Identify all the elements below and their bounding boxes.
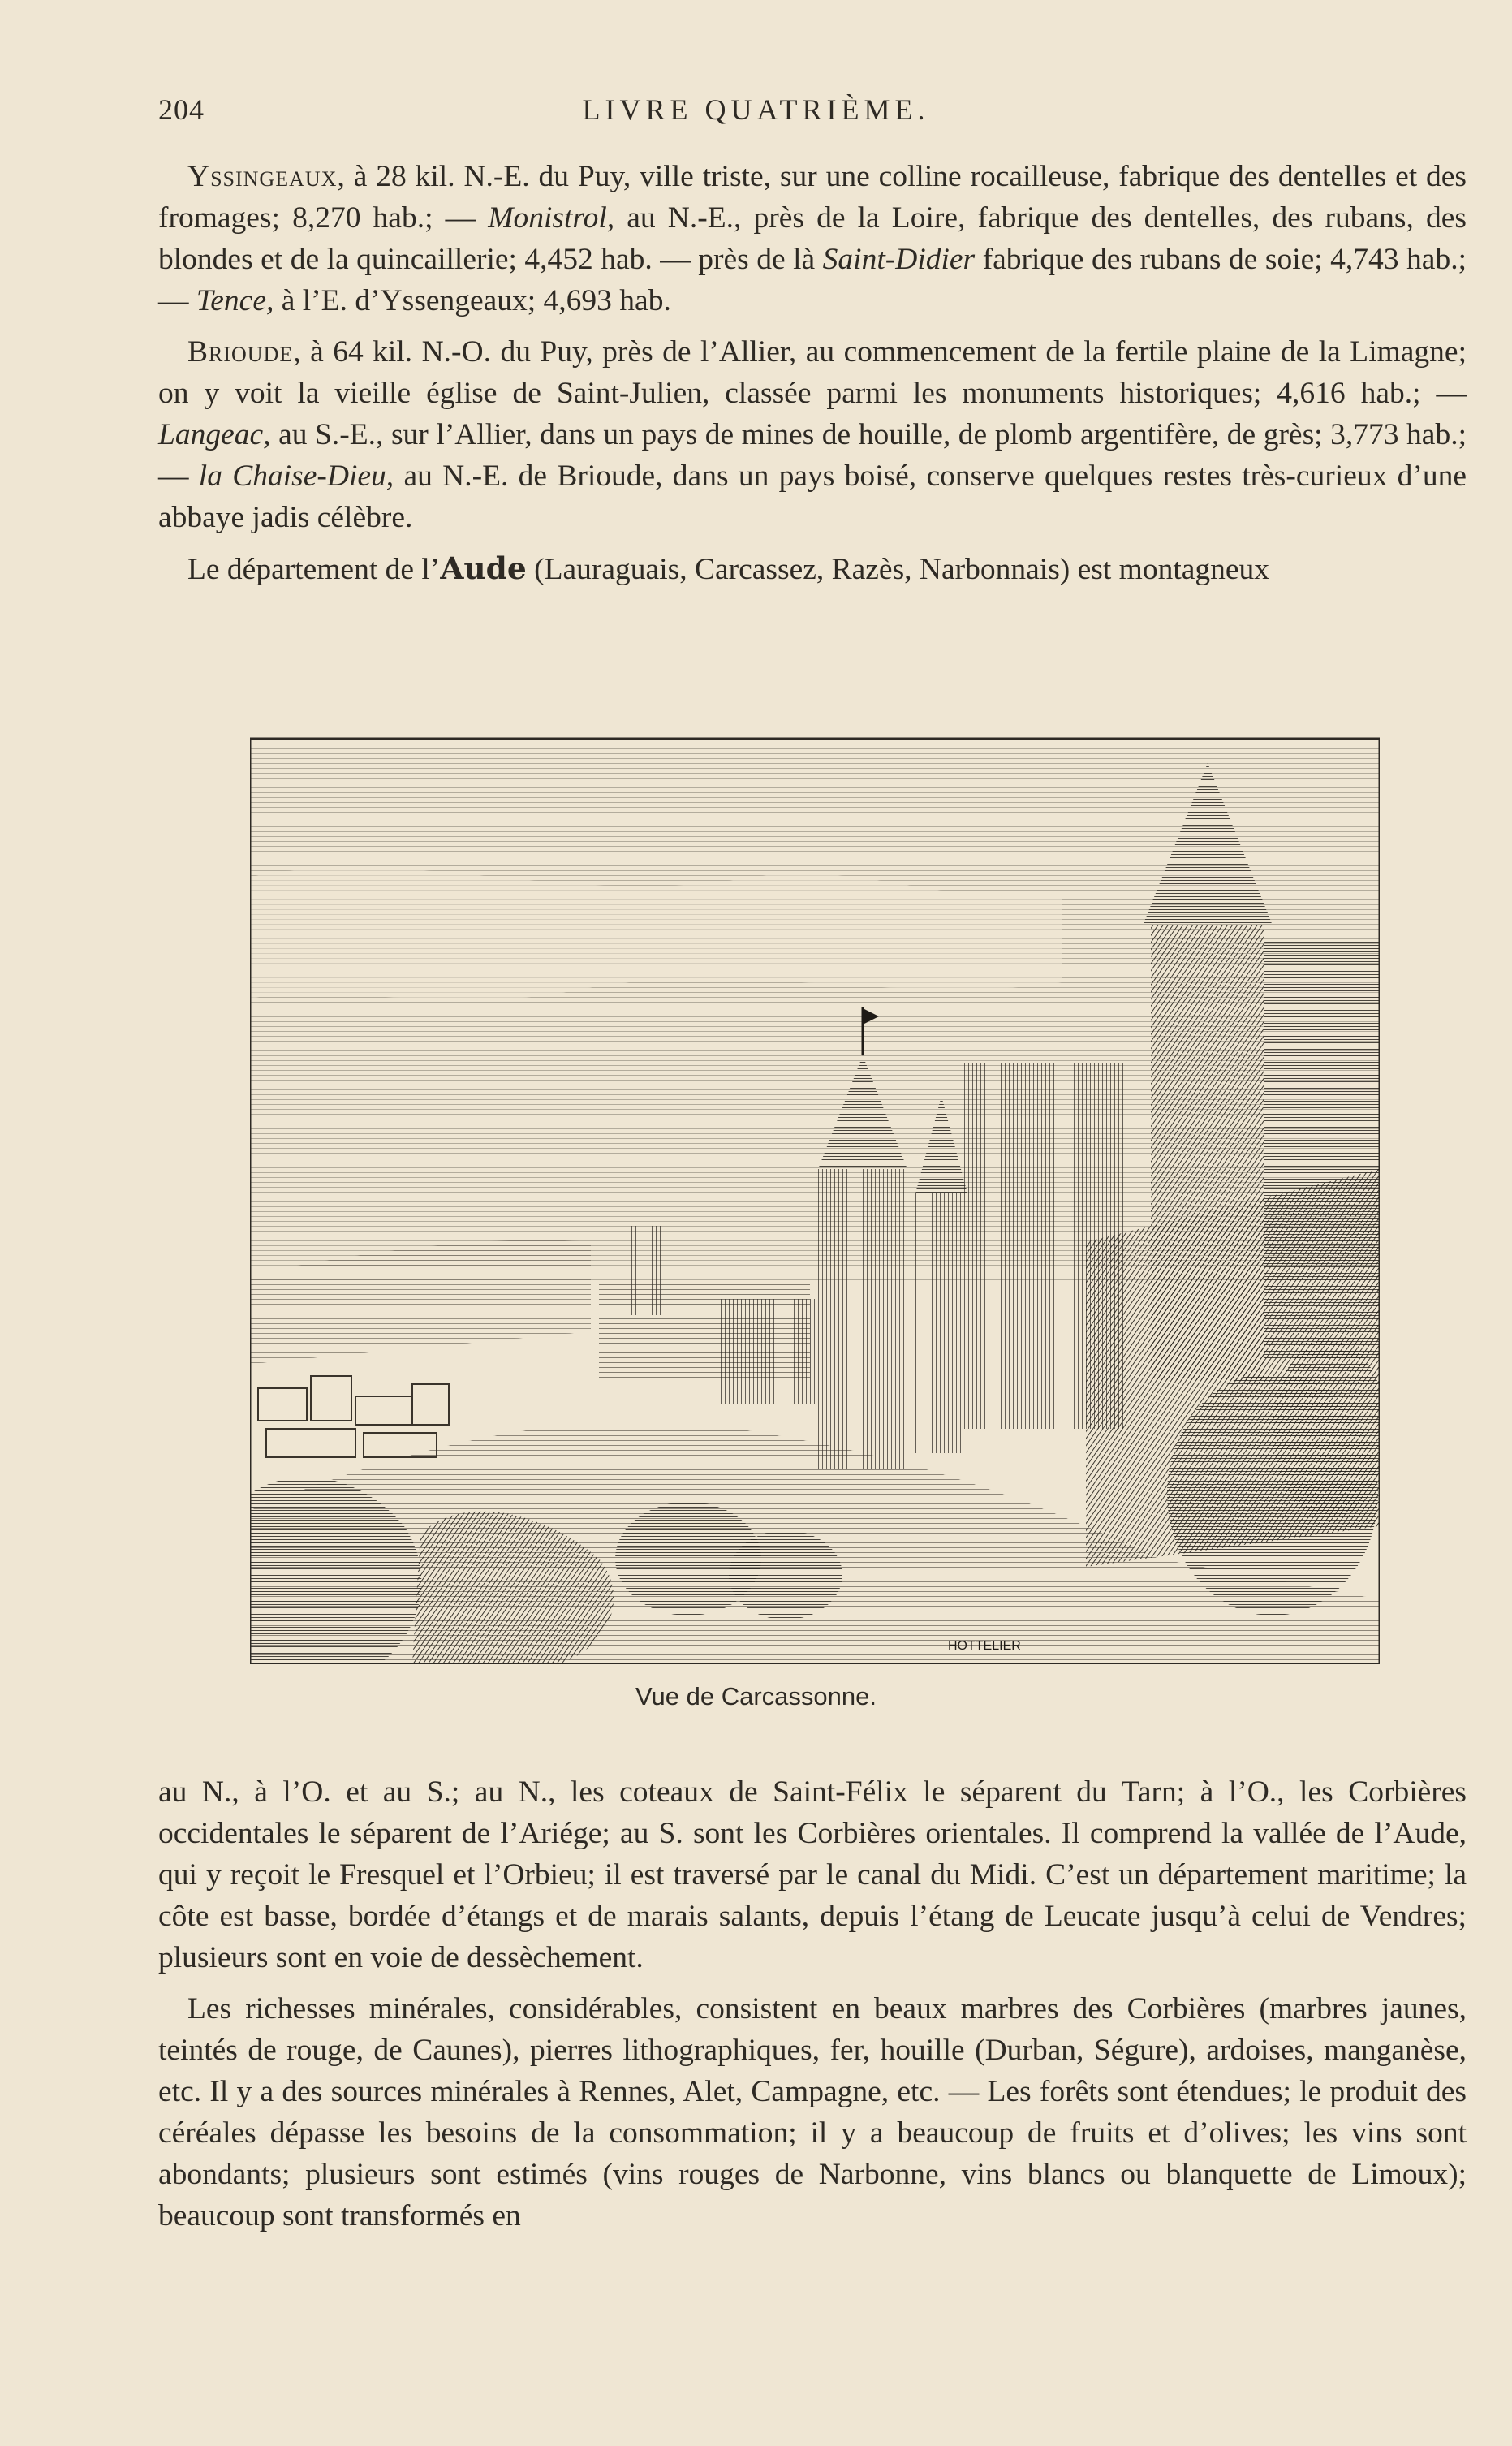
place-lead: Brioude [187,335,294,369]
figure-caption: Vue de Carcassonne. [635,1682,877,1710]
text-run: au S.-E., sur l’Allier, dans un pays de mines de houille, de plomb argentifère, de grès; 3,773 hab.; — [158,418,1467,493]
paragraph-aude-borders: au N., à l’O. et au S.; au N., les coteaux de Saint-Félix le séparent du Tarn; à l’O., les Corbières occidentales le séparent de l’Ariége; au S. sont les Corbières orientales. Il comprend la vallée de l’Aude, qui y reçoit le Fresquel et l’Orbieu; il est traversé par le canal du Midi. C’est un département maritime; la côte est basse, bordée d’étangs et de marais salants, depuis l’étang de Leucate jusqu’à celui de Vendres; plusieurs sont en voie de dessèchement. [158,1775,1467,1974]
text-run: (Lauraguais, Carcassez, Razès, Narbonnais) est montagneux [526,553,1270,586]
place-name: Monistrol, [488,201,615,235]
carcassonne-engraving [250,714,1380,1664]
lower-text-block [158,1771,1467,2237]
text-run: Le département de l’ [187,553,441,586]
paragraph-yssingeaux [158,156,1467,321]
place-name: Langeac, [158,418,271,451]
text-run: à l’E. d’Yssengeaux; 4,693 hab. [274,284,671,317]
engraver-signature: HOTTELIER [948,1639,1021,1653]
upper-text-block [158,156,1467,590]
paragraph-aude-intro [158,548,1467,590]
paragraph-brioude [158,331,1467,538]
paragraph-aude-resources: Les richesses minérales, considérables, consistent en beaux marbres des Corbières (marbres jaunes, teintés de rouge, de Caunes), pierres lithographiques, fer, houille (Durban, Ségure), ardoises, manganèse, etc. Il y a des sources minérales à Rennes, Alet, Campagne, etc. — Les forêts sont étendues; le produit des céréales dépasse les besoins de la consommation; il y a beaucoup de fruits et d’olives; les vins sont abondants; plusieurs sont estimés (vins rouges de Narbonne, vins blancs ou blanquette de Limoux); beaucoup sont transformés en [158,1992,1467,2232]
text-run: , à 64 kil. N.-O. du Puy, près de l’Allier, au commencement de la fertile plaine de la Limagne; on y voit la vieille église de Saint-Julien, classée parmi les monuments historiques; 4,616 hab.; — [158,335,1467,410]
text-run: au N.-E., près de la Loire, fabrique des dentelles, des rubans, des blondes et de la quincaillerie; 4,452 hab. — près de là [158,201,1467,276]
running-head: LIVRE QUATRIÈME. [582,93,930,126]
place-name: Saint-Didier [822,243,976,276]
department-name: Aude [440,550,527,586]
text-run: fabrique des rubans de soie; 4,743 hab.; — [158,243,1467,317]
page-number: 204 [158,93,205,126]
text-run: , à 28 kil. N.-E. du Puy, ville triste, sur une colline rocailleuse, fabrique des dentelles et des fromages; 8,270 hab.; — [158,160,1467,235]
place-name: la Chaise-Dieu, [198,459,394,493]
text-run: au N.-E. de Brioude, dans un pays boisé, conserve quelques restes très-curieux d’une abbaye jadis célèbre. [158,459,1467,534]
place-name: Tence, [196,284,274,317]
place-lead: Yssingeaux [187,160,338,193]
